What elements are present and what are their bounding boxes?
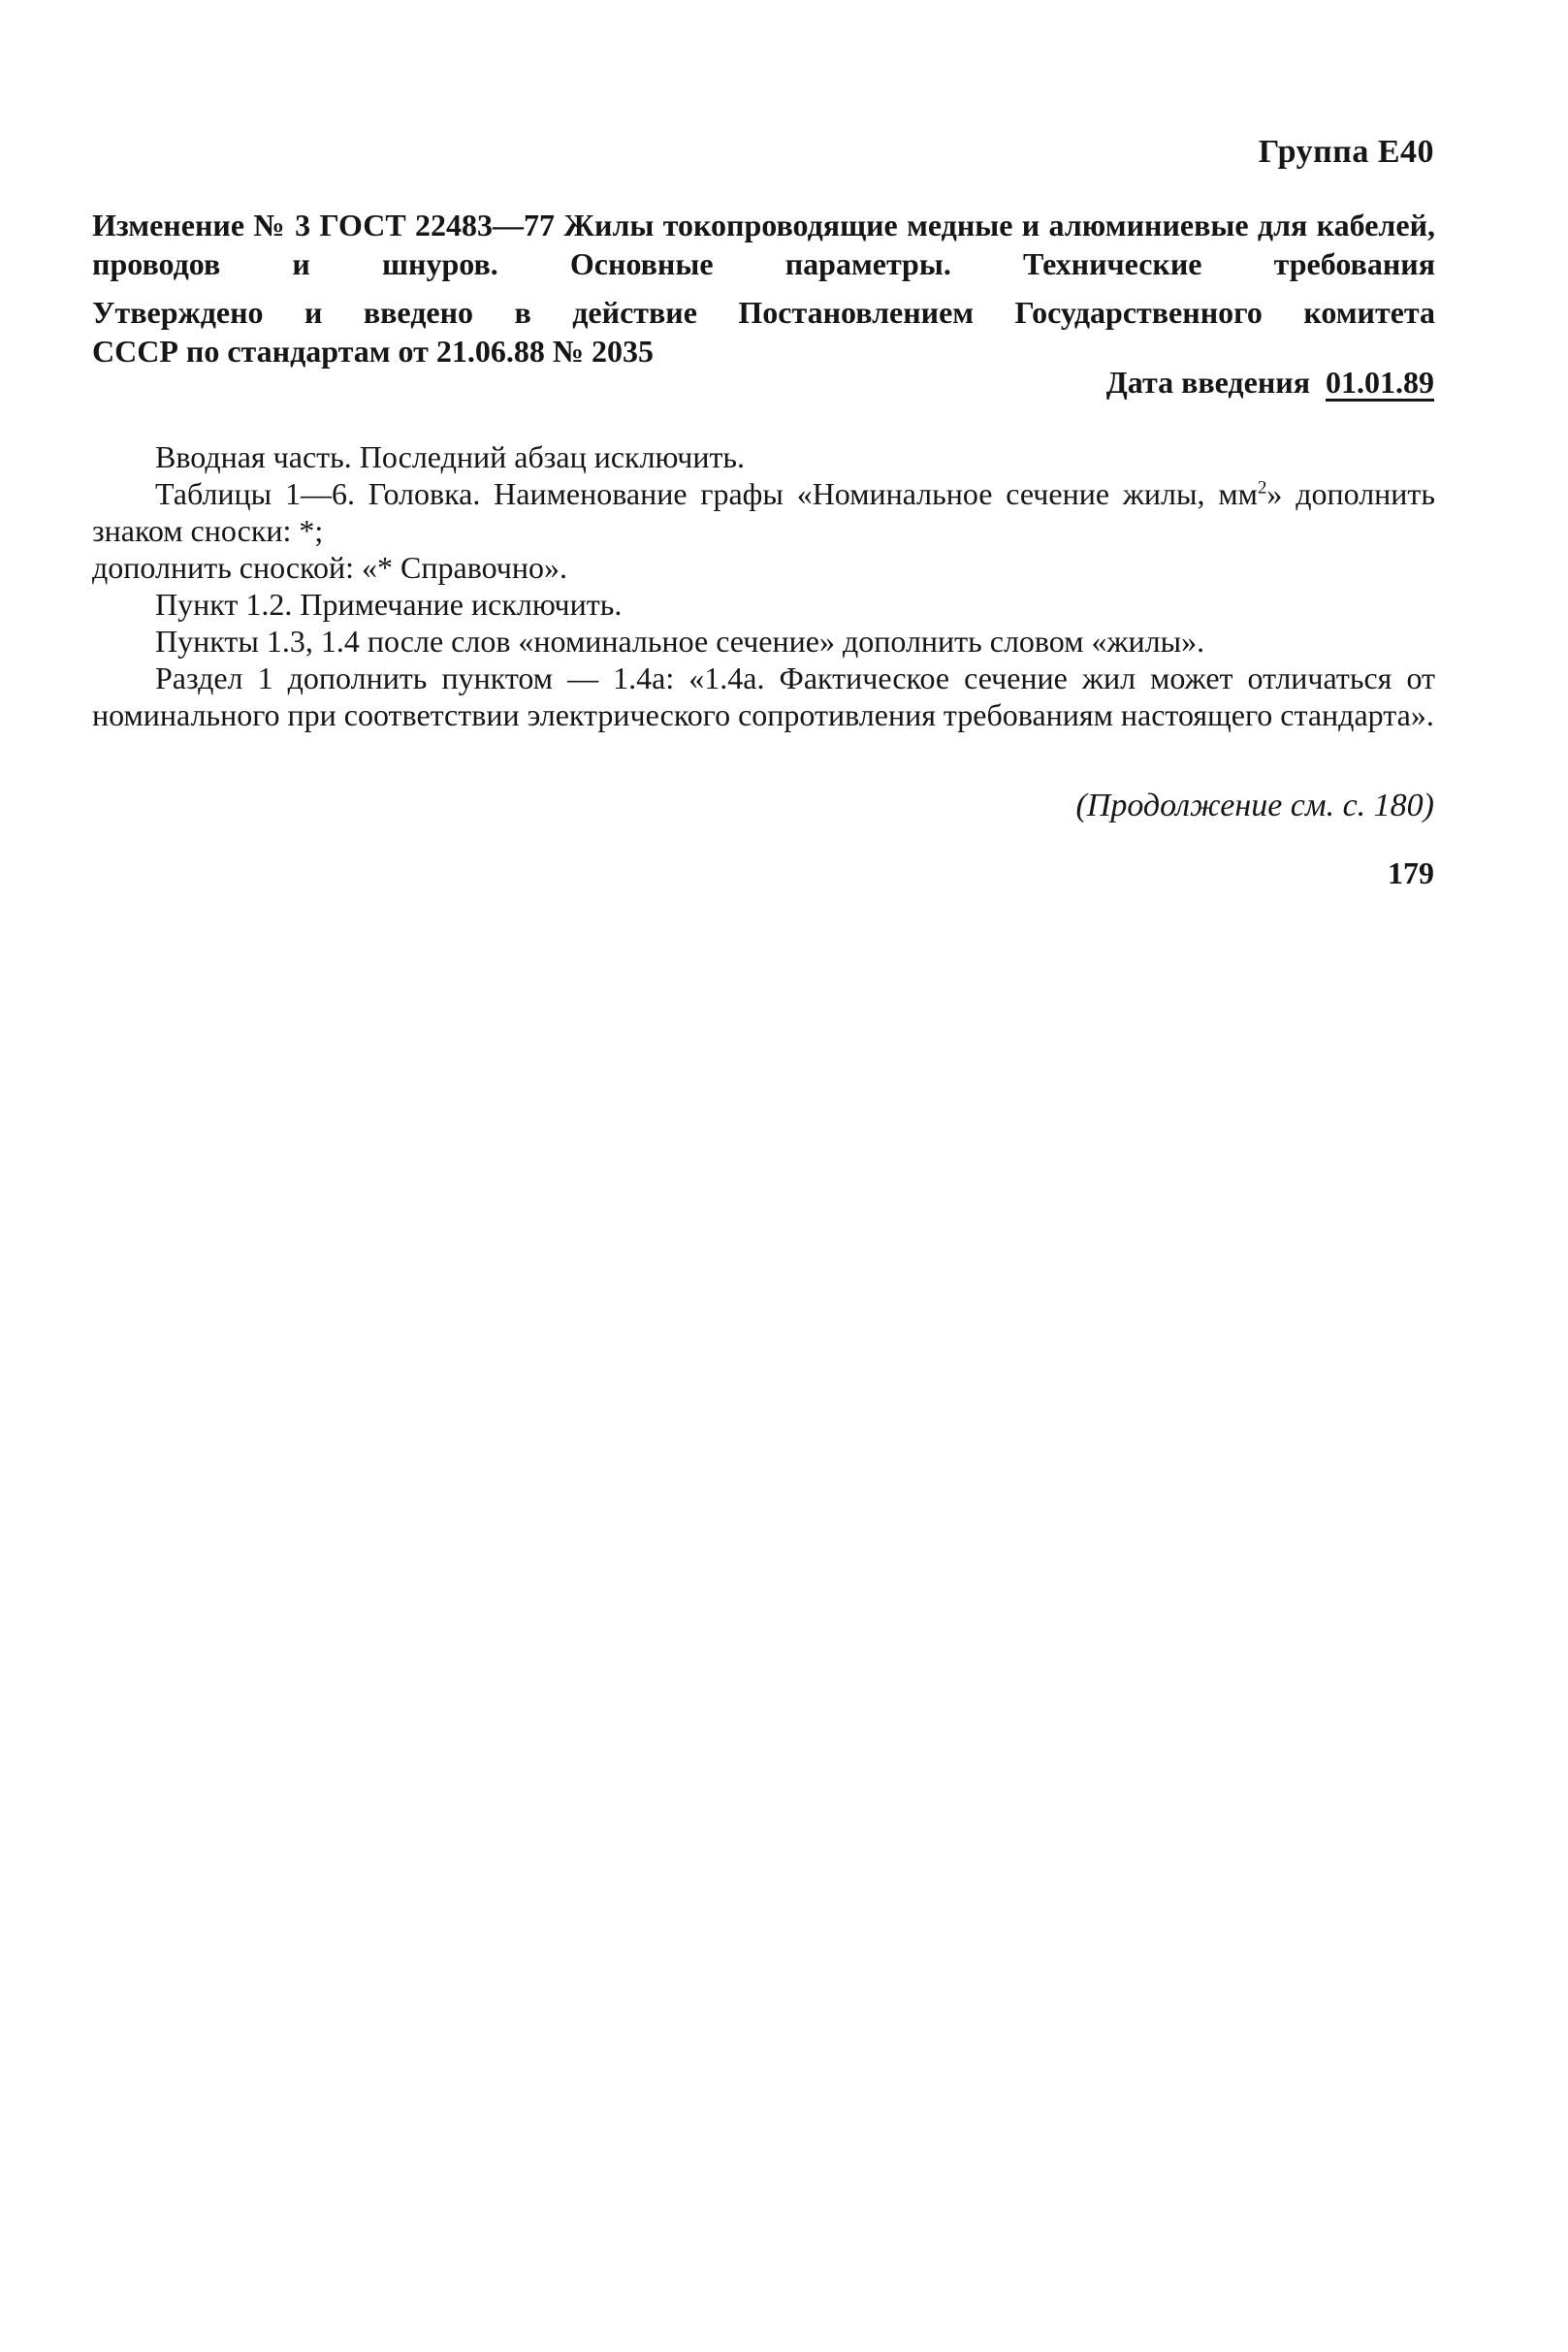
amendment-title: Изменение № 3 ГОСТ 22483—77 Жилы токопроводящие медные и алюминиевые для кабелей, проводов и шнуров. Основные параметры. Технические требования	[92, 208, 1435, 281]
paragraph-tables	[92, 475, 1435, 549]
introduction-date	[1106, 365, 1434, 401]
approval-statement	[92, 293, 1435, 371]
date-label: Дата введения	[1105, 365, 1310, 400]
continuation-note: (Продолжение см. с. 180)	[1075, 788, 1434, 823]
superscript-two: 2	[1257, 477, 1267, 499]
group-code: Группа Е40	[1258, 134, 1434, 170]
paragraph-section-1: Раздел 1 дополнить пунктом — 1.4а: «1.4а. Фактическое сечение жил может отличаться от номинального при соответствии электрического сопротивления требованиям настоящего стандарта».	[92, 660, 1435, 732]
approval-line-1: Утверждено и введено в действие Постановлением Государственного комитета	[92, 295, 1435, 330]
approval-line-2: СССР по стандартам от 21.06.88 № 2035	[92, 334, 654, 369]
paragraph-tables-text-end: » дополнить знаком сноски: *;	[92, 476, 1436, 548]
amendment-body	[92, 438, 1435, 733]
paragraph-intro: Вводная часть. Последний абзац исключить.	[155, 439, 746, 474]
paragraph-footnote: дополнить сноской: «* Справочно».	[92, 550, 567, 585]
paragraph-tables-text: Таблицы 1—6. Головка. Наименование графы «Номинальное сечение жилы, мм	[155, 476, 1258, 511]
paragraph-clauses-1-3-1-4: Пункты 1.3, 1.4 после слов «номинальное сечение» дополнить словом «жилы».	[155, 624, 1205, 659]
page-number: 179	[1388, 855, 1434, 890]
paragraph-clause-1-2: Пункт 1.2. Примечание исключить.	[155, 587, 623, 622]
date-value: 01.01.89	[1326, 365, 1434, 400]
